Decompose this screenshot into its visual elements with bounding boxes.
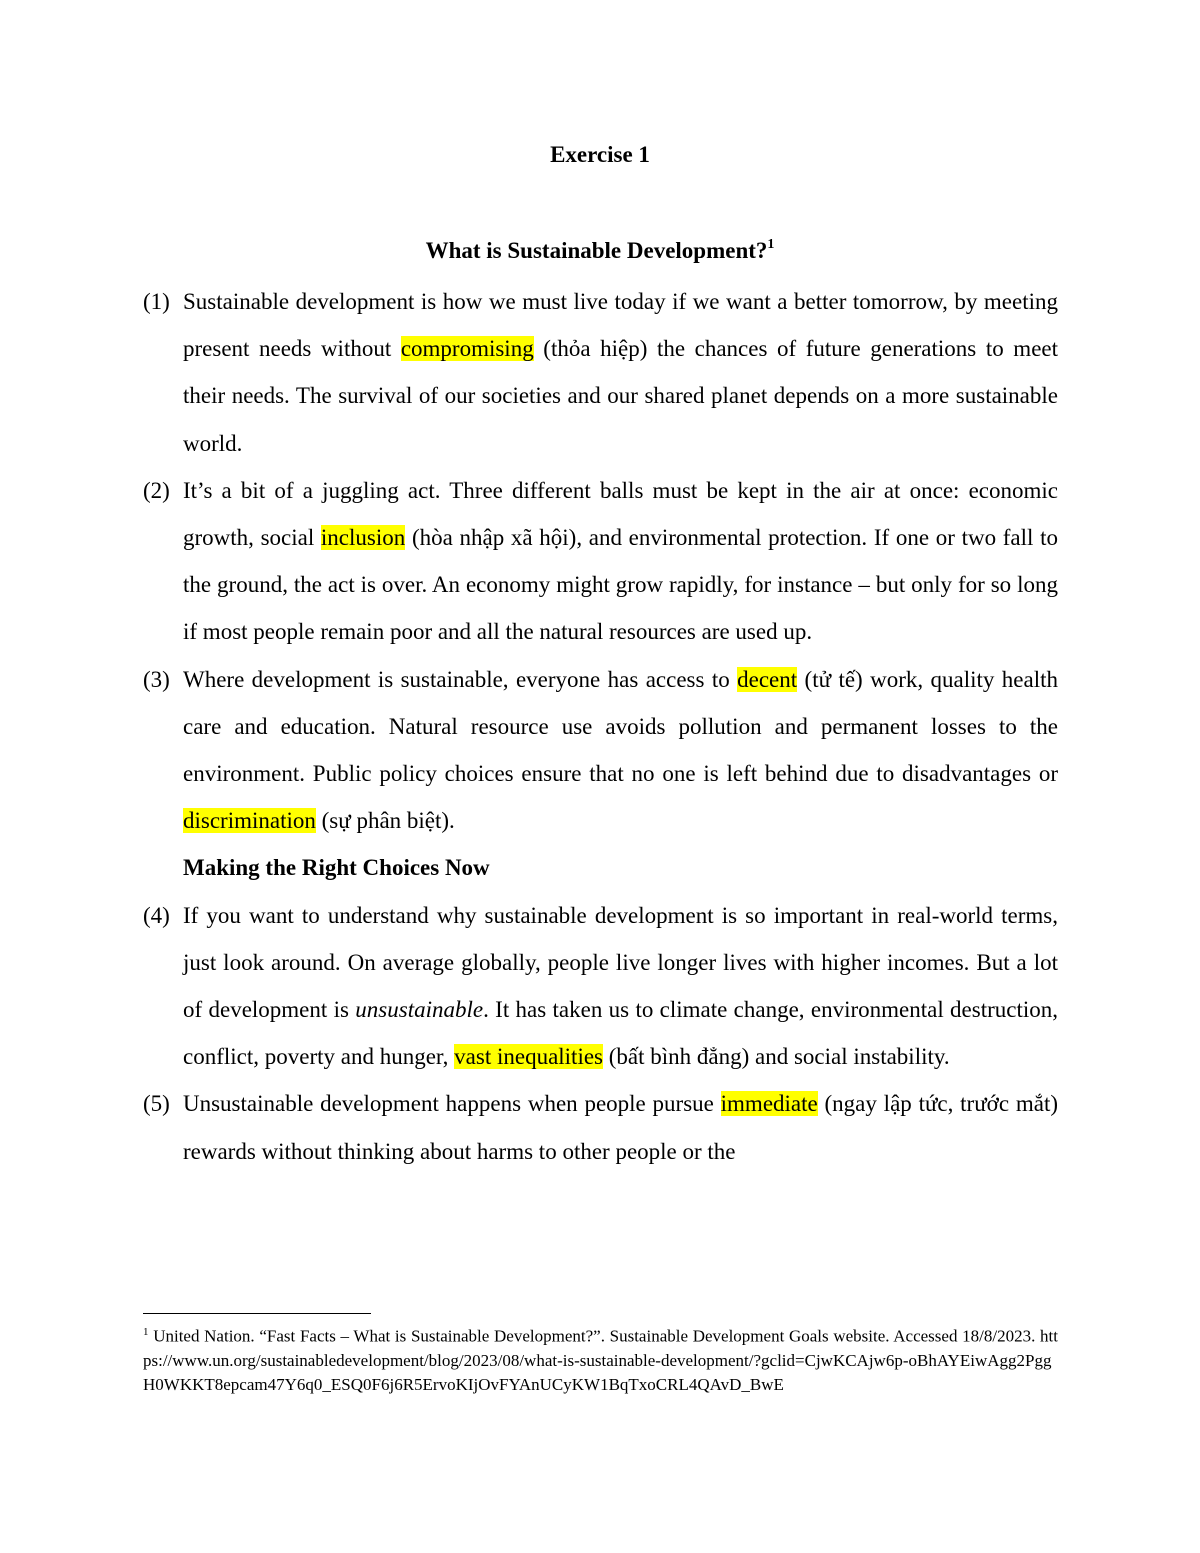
paragraph-4 bbox=[143, 892, 1058, 1081]
body-text bbox=[143, 278, 1058, 1175]
footnote-reference[interactable]: 1 bbox=[767, 237, 775, 252]
footnote-text[interactable]: United Nation. “Fast Facts – What is Sustainable Development?”. Sustainable Development Goals website. Accessed 18/8/2023. https://www.un.org/sustainabledevelopment/blog/2023/08/what-is-sustainable-development/?gclid=CjwKCAjw6p-oBhAYEiwAgg2PggH0WKKT8epcam47Y6q0_ESQ0F6j6R5ErvoKIjOvFYAnUCyKW1BqTxoCRL4QAvD_BwE bbox=[143, 1326, 1058, 1394]
paragraph-3 bbox=[143, 656, 1058, 845]
paragraph-text: It’s a bit of a juggling act. Three different balls must be kept in the air at once: economic growth, social bbox=[183, 477, 1058, 551]
paragraph-text: (thỏa hiệp) the chances of future generations to meet their needs. The survival of our societies and our shared planet depends on a more sustainable world. bbox=[183, 336, 1058, 456]
paragraph-text: Sustainable development is how we must live today if we want a better tomorrow, by meeting present needs without bbox=[183, 289, 1058, 362]
highlighted-vocabulary: decent bbox=[737, 666, 798, 692]
section-heading: Making the Right Choices Now bbox=[183, 855, 490, 881]
paragraph-text: (hòa nhập xã hội), and environmental protection. If one or two fall to the ground, the act is over. An economy might grow rapidly, for instance – but only for so long if most people remain poor and all the natural resources are used up. bbox=[183, 525, 1058, 645]
paragraph-text: Unsustainable development happens when people pursue bbox=[183, 1091, 721, 1117]
paragraph-number: (1) bbox=[143, 289, 170, 314]
italic-term: unsustainable bbox=[355, 997, 484, 1023]
paragraph-text: . It has taken us to climate change, environmental destruction, conflict, poverty and hunger, bbox=[183, 997, 1059, 1070]
paragraph-number: (5) bbox=[143, 1091, 170, 1117]
paragraph-2 bbox=[143, 467, 1058, 656]
highlighted-vocabulary: inclusion bbox=[320, 525, 406, 551]
paragraph-text: (tử tế) work, quality health care and education. Natural resource use avoids pollution and permanent losses to the environment. Public policy choices ensure that no one is left behind due to disadvantages or bbox=[183, 666, 1058, 787]
paragraph-text: If you want to understand why sustainable development is so important in real-world terms, just look around. On average globally, people live longer lives with higher incomes. But a lot of development is bbox=[183, 902, 1058, 1023]
highlighted-vocabulary: discrimination bbox=[183, 808, 316, 834]
paragraph-1 bbox=[143, 278, 1058, 467]
paragraph-text: (ngay lập tức, trước mắt) rewards without thinking about harms to other people or the bbox=[183, 1091, 1058, 1164]
paragraph-number: (4) bbox=[143, 902, 170, 928]
paragraph-text: (bất bình đẳng) and social instability. bbox=[603, 1044, 950, 1070]
highlighted-vocabulary: vast inequalities bbox=[454, 1044, 603, 1070]
footnote bbox=[143, 1320, 1058, 1397]
section-title bbox=[0, 237, 1200, 264]
page-title: Exercise 1 bbox=[550, 142, 650, 167]
paragraph-text: (sự phân biệt). bbox=[315, 808, 455, 834]
paragraph-number: (3) bbox=[143, 666, 170, 692]
highlighted-vocabulary: immediate bbox=[720, 1091, 818, 1117]
paragraph-5 bbox=[143, 1080, 1058, 1174]
paragraph-number: (2) bbox=[143, 477, 170, 503]
footnote-mark: 1 bbox=[143, 1326, 149, 1338]
highlighted-vocabulary: compromising bbox=[400, 336, 534, 362]
paragraph-text: Where development is sustainable, everyone has access to bbox=[183, 666, 738, 692]
footnote-separator bbox=[143, 1313, 371, 1314]
section-title-text: What is Sustainable Development? bbox=[425, 238, 768, 263]
